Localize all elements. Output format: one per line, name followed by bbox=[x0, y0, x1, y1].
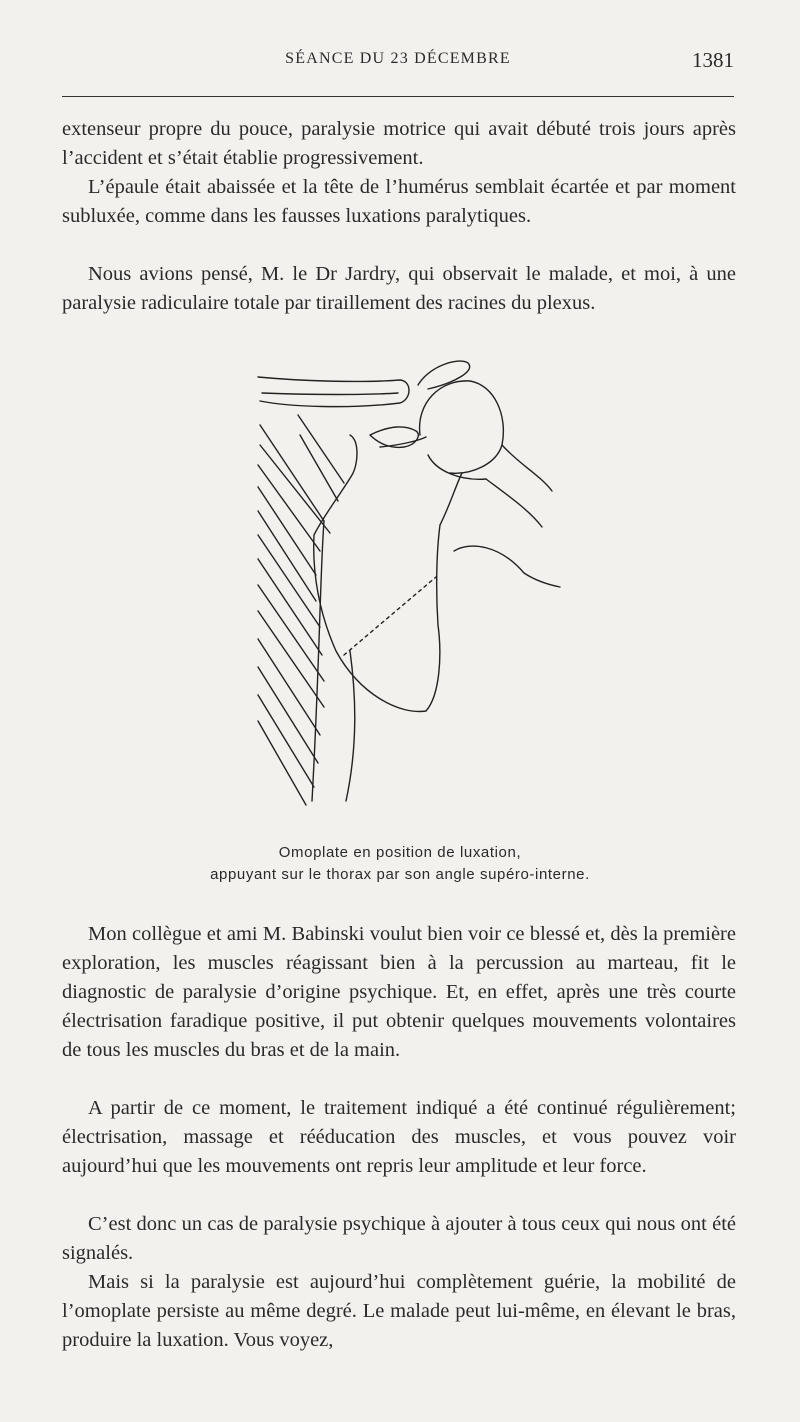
paragraph-7: Mais si la paralysie est aujourd’hui complètement guérie, la mobilité de l’omoplate persiste au même degré. Le malade peut lui-même, en élevant le bras, produire la luxation. Vous voyez, bbox=[62, 1271, 736, 1351]
page-header bbox=[62, 50, 734, 76]
figure-caption-line-2: appuyant sur le thorax par son angle supéro-interne. bbox=[210, 866, 590, 883]
scapula-figure bbox=[240, 355, 570, 825]
scapula-dislocation-illustration bbox=[240, 355, 570, 825]
paragraph-1: extenseur propre du pouce, paralysie motrice qui avait débuté trois jours après l’accident et s’était établie progressivement. bbox=[62, 118, 736, 169]
header-rule bbox=[62, 96, 734, 97]
paragraph-2: L’épaule était abaissée et la tête de l’humérus semblait écartée et par moment subluxée, comme dans les fausses luxations paralytiques. bbox=[62, 176, 736, 227]
paragraph-4: Mon collègue et ami M. Babinski voulut bien voir ce blessé et, dès la première exploration, les muscles réagissant bien à la percussion au marteau, fit le diagnostic de paralysie d’origine psychique. Et, en effet, après une très courte électrisation faradique positive, il put obtenir quelques mouvements volontaires de tous les muscles du bras et de la main. bbox=[62, 923, 736, 1061]
figure-caption-line-1: Omoplate en position de luxation, bbox=[278, 844, 522, 861]
running-title: SÉANCE DU 23 DÉCEMBRE bbox=[285, 50, 511, 67]
paragraph-6: C’est donc un cas de paralysie psychique à ajouter à tous ceux qui nous ont été signalés. bbox=[62, 1213, 736, 1264]
paragraph-5: A partir de ce moment, le traitement indiqué a été continué régulièrement; électrisation, massage et rééducation des muscles, et vous pouvez voir aujourd’hui que les mouvements ont repris leur amplitude et leur force. bbox=[62, 1097, 736, 1177]
page-number: 1381 bbox=[692, 48, 734, 72]
paragraph-3: Nous avions pensé, M. le Dr Jardry, qui observait le malade, et moi, à une paralysie radiculaire totale par tiraillement des racines du plexus. bbox=[62, 263, 736, 314]
